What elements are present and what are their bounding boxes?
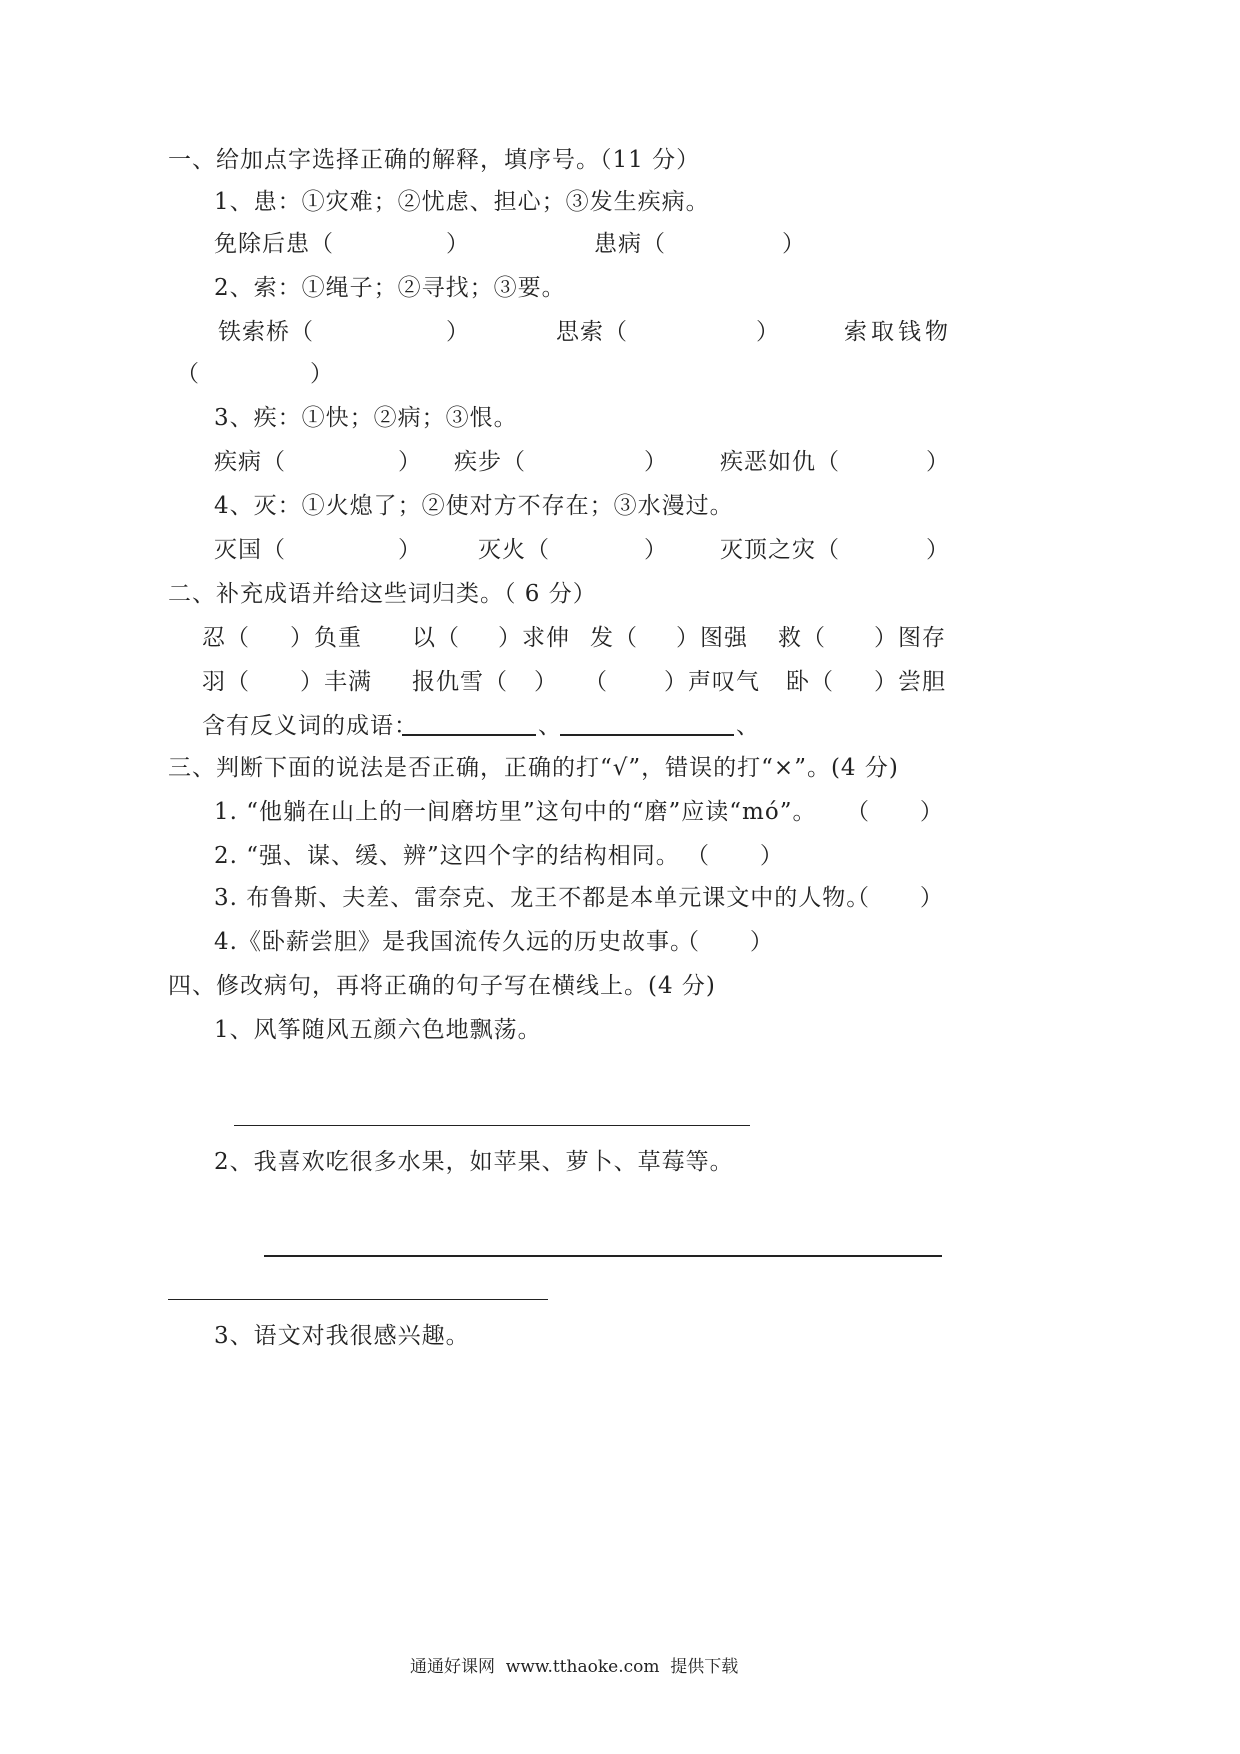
q3-item-a-paren-close: ） bbox=[398, 449, 422, 475]
q4-item-c-paren-close: ） bbox=[926, 537, 950, 563]
q1-definition: 1、患：①灾难；②忧虑、担心；③发生疾病。 bbox=[214, 189, 710, 215]
judgment-item-2: 2. “强、谋、缓、辨”这四个字的结构相同。 bbox=[214, 843, 680, 869]
idiom-4-start: 救（ bbox=[778, 625, 826, 651]
idiom-7-start: （ bbox=[584, 669, 608, 695]
judgment-item-4-answer[interactable]: （ ） bbox=[676, 929, 774, 955]
idiom-3-end: ）图强 bbox=[676, 625, 748, 651]
q4-item-c: 灭顶之灾（ bbox=[720, 537, 840, 563]
q4-item-b-paren-close: ） bbox=[644, 537, 668, 563]
q2-item-b: 思索（ bbox=[556, 319, 628, 345]
q3-item-a: 疾病（ bbox=[214, 449, 286, 475]
q2-item-b-paren-close: ） bbox=[756, 319, 780, 345]
idiom-5-end: ）丰满 bbox=[300, 669, 372, 695]
antonym-separator-2: 、 bbox=[736, 713, 760, 739]
sentence-1-answer-line[interactable] bbox=[234, 1125, 750, 1126]
antonym-separator-1: 、 bbox=[538, 713, 562, 739]
idiom-8-start: 卧（ bbox=[786, 669, 834, 695]
sentence-2-answer-line[interactable] bbox=[264, 1255, 942, 1257]
idiom-8-end: ）尝胆 bbox=[874, 669, 946, 695]
judgment-item-2-answer[interactable]: （ ） bbox=[686, 843, 784, 869]
q2-item-c-paren-close: ） bbox=[310, 361, 334, 387]
q2-item-a-paren-close: ） bbox=[446, 319, 470, 345]
idiom-3-start: 发（ bbox=[590, 625, 638, 651]
q2-item-c-paren-open: （ bbox=[176, 361, 200, 387]
judgment-item-3-answer[interactable]: （ ） bbox=[846, 885, 944, 911]
q1-item-b: 患病（ bbox=[594, 231, 666, 257]
idiom-6-end: ） bbox=[534, 669, 558, 695]
judgment-item-3: 3. 布鲁斯、夫差、雷奈克、龙王不都是本单元课文中的人物。 bbox=[214, 885, 871, 911]
q4-item-b: 灭火（ bbox=[478, 537, 550, 563]
idiom-2-end: ）求伸 bbox=[498, 625, 570, 651]
q1-item-a-paren-close: ） bbox=[446, 231, 470, 257]
idiom-4-end: ）图存 bbox=[874, 625, 946, 651]
idiom-5-start: 羽（ bbox=[202, 669, 250, 695]
sentence-2-answer-line-continued[interactable] bbox=[168, 1299, 548, 1300]
q2-definition: 2、索：①绳子；②寻找；③要。 bbox=[214, 275, 566, 301]
sentence-item-1: 1、风筝随风五颜六色地飘荡。 bbox=[214, 1017, 542, 1043]
section-4-heading: 四、修改病句，再将正确的句子写在横线上。(4 分) bbox=[168, 973, 716, 999]
idiom-1-start: 忍（ bbox=[202, 625, 250, 651]
judgment-item-4: 4.《卧薪尝胆》是我国流传久远的历史故事。 bbox=[214, 929, 694, 955]
q2-item-c: 索取钱物 bbox=[844, 319, 952, 345]
section-2-heading: 二、补充成语并给这些词归类。（ 6 分） bbox=[168, 581, 597, 607]
sentence-item-2: 2、我喜欢吃很多水果，如苹果、萝卜、草莓等。 bbox=[214, 1149, 734, 1175]
judgment-item-1: 1. “他躺在山上的一间磨坊里”这句中的“磨”应读“mó”。 bbox=[214, 799, 817, 825]
antonym-answer-line-2[interactable] bbox=[560, 734, 734, 736]
judgment-item-1-answer[interactable]: （ ） bbox=[846, 799, 944, 825]
sentence-item-3: 3、语文对我很感兴趣。 bbox=[214, 1323, 470, 1349]
antonym-answer-line-1[interactable] bbox=[402, 734, 536, 736]
q4-item-a-paren-close: ） bbox=[398, 537, 422, 563]
q3-item-b: 疾步（ bbox=[454, 449, 526, 475]
page-footer: 通通好课网 www.tthaoke.com 提供下载 bbox=[410, 1657, 739, 1677]
section-3-heading: 三、判断下面的说法是否正确，正确的打“√”，错误的打“×”。(4 分) bbox=[168, 755, 899, 781]
q3-item-b-paren-close: ） bbox=[644, 449, 668, 475]
q4-definition: 4、灭：①火熄了；②使对方不存在；③水漫过。 bbox=[214, 493, 734, 519]
q1-item-a: 免除后患（ bbox=[214, 231, 334, 257]
idiom-7-end: ）声叹气 bbox=[664, 669, 760, 695]
idiom-6-start: 报仇雪（ bbox=[412, 669, 508, 695]
idiom-2-start: 以（ bbox=[412, 625, 460, 651]
q3-definition: 3、疾：①快；②病；③恨。 bbox=[214, 405, 518, 431]
q1-item-b-paren-close: ） bbox=[782, 231, 806, 257]
q4-item-a: 灭国（ bbox=[214, 537, 286, 563]
q3-item-c: 疾恶如仇（ bbox=[720, 449, 840, 475]
antonym-idiom-label: 含有反义词的成语： bbox=[202, 713, 418, 739]
idiom-1-end: ）负重 bbox=[290, 625, 362, 651]
q3-item-c-paren-close: ） bbox=[926, 449, 950, 475]
q2-item-a: 铁索桥（ bbox=[218, 319, 314, 345]
section-1-heading: 一、给加点字选择正确的解释，填序号。（11 分） bbox=[168, 147, 701, 173]
